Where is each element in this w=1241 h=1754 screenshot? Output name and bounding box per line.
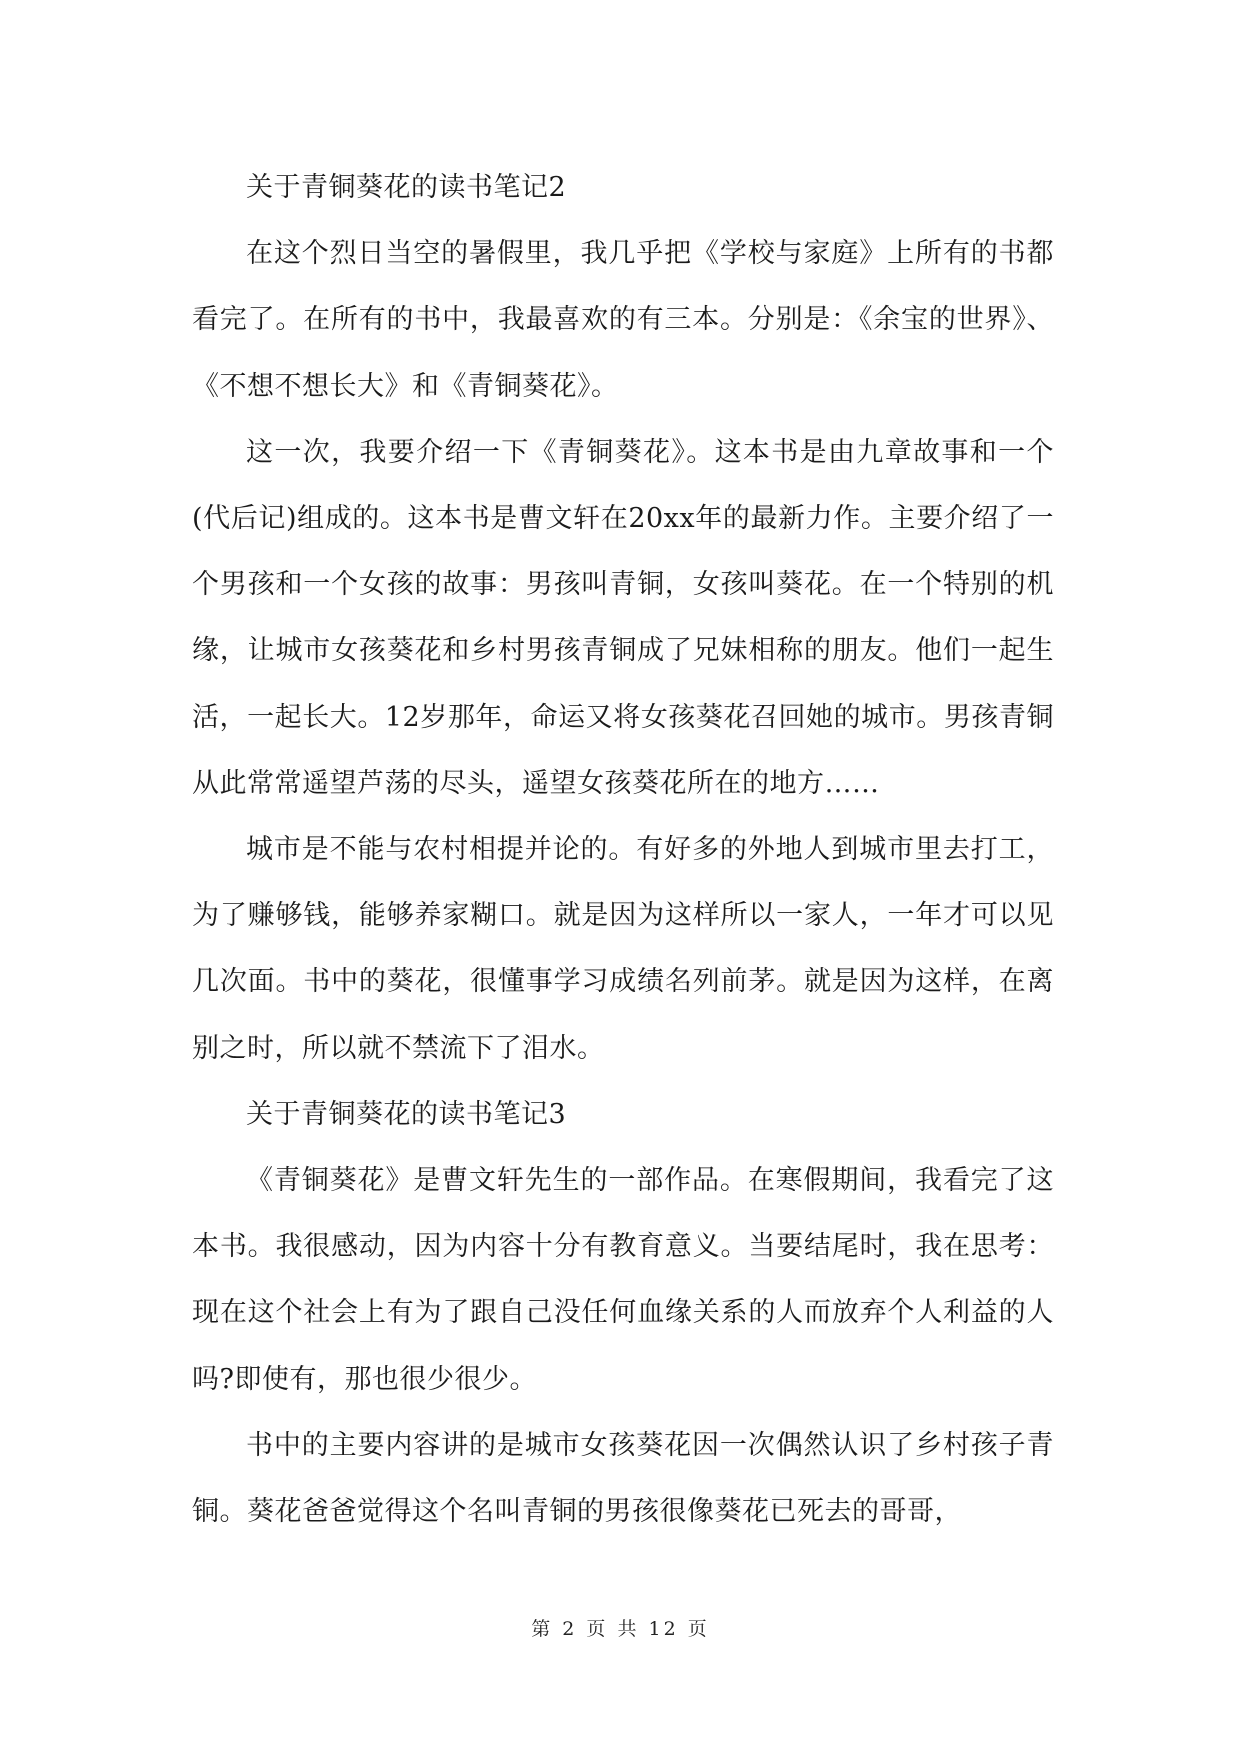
paragraph: 书中的主要内容讲的是城市女孩葵花因一次偶然认识了乡村孩子青铜。葵花爸爸觉得这个名叫青铜的男孩很像葵花已死去的哥哥， (192, 1429, 1054, 1528)
section-heading: 关于青铜葵花的读书笔记2 (246, 172, 567, 203)
document-body (192, 155, 1054, 1545)
paragraph: 城市是不能与农村相提并论的。有好多的外地人到城市里去打工，为了赚够钱，能够养家糊口。就是因为这样所以一家人，一年才可以见几次面。书中的葵花，很懂事学习成绩名列前茅。就是因为这样，在离别之时，所以就不禁流下了泪水。 (192, 834, 1054, 1064)
paragraph: 《青铜葵花》是曹文轩先生的一部作品。在寒假期间，我看完了这本书。我很感动，因为内容十分有教育意义。当要结尾时，我在思考：现在这个社会上有为了跟自己没任何血缘关系的人而放弃个人利益的人吗?即使有，那也很少很少。 (192, 1165, 1054, 1395)
paragraph: 在这个烈日当空的暑假里，我几乎把《学校与家庭》上所有的书都看完了。在所有的书中，我最喜欢的有三本。分别是：《余宝的世界》、《不想不想长大》和《青铜葵花》。 (192, 238, 1054, 402)
section-heading: 关于青铜葵花的读书笔记3 (246, 1098, 567, 1130)
paragraph: 这一次，我要介绍一下《青铜葵花》。这本书是由九章故事和一个(代后记)组成的。这本书是曹文轩在20xx年的最新力作。主要介绍了一个男孩和一个女孩的故事：男孩叫青铜，女孩叫葵花。在一个特别的机缘，让城市女孩葵花和乡村男孩青铜成了兄妹相称的朋友。他们一起生活，一起长大。12岁那年，命运又将女孩葵花召回她的城市。男孩青铜从此常常遥望芦荡的尽头，遥望女孩葵花所在的地方…… (192, 436, 1054, 799)
page-number-footer: 第 2 页 共 12 页 (531, 1618, 710, 1640)
